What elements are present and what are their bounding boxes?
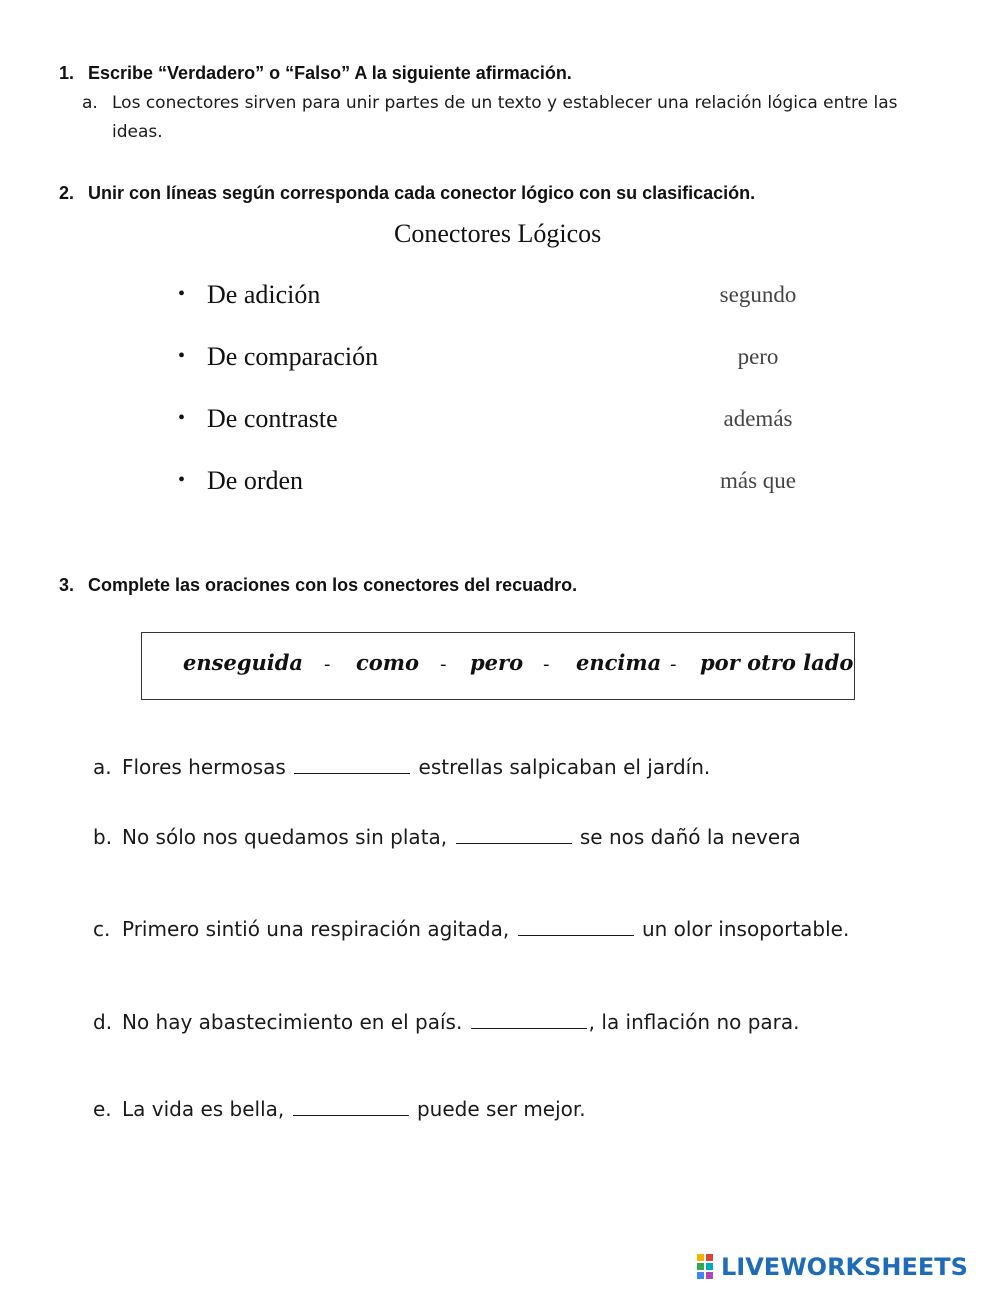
sentence-label: e. bbox=[93, 1097, 112, 1121]
sentence-after: se nos dañó la nevera bbox=[579, 825, 801, 849]
word-bank-word: por otro lado bbox=[700, 650, 854, 675]
answer-blank-c[interactable] bbox=[518, 917, 634, 936]
classification-label: De contraste bbox=[207, 404, 338, 433]
sentence-b bbox=[93, 825, 801, 849]
sentence-label: d. bbox=[93, 1010, 113, 1034]
classification-label: De comparación bbox=[207, 342, 379, 371]
classification-label: De orden bbox=[207, 466, 304, 495]
word-bank-word: encima bbox=[576, 650, 662, 675]
sentence-before: Flores hermosas bbox=[122, 755, 286, 779]
connector-option[interactable]: pero bbox=[737, 344, 779, 369]
q1-statement: Los conectores sirven para unir partes de un texto y establecer una relación lógica entre las ideas. bbox=[112, 93, 898, 142]
connectors-title: Conectores Lógicos bbox=[394, 219, 602, 248]
bullet-icon: • bbox=[178, 469, 186, 491]
liveworksheets-logo-icon bbox=[697, 1254, 721, 1280]
q3-number: 3. bbox=[59, 575, 75, 595]
answer-blank-a[interactable] bbox=[294, 755, 410, 774]
sentence-e bbox=[93, 1097, 586, 1121]
q3-heading-text: Complete las oraciones con los conectores del recuadro. bbox=[88, 575, 578, 595]
q1-item-label: a. bbox=[82, 93, 98, 113]
word-bank-separator: - bbox=[670, 654, 677, 675]
bullet-icon: • bbox=[178, 345, 186, 367]
sentence-before: No sólo nos quedamos sin plata, bbox=[122, 825, 448, 849]
q2-heading bbox=[59, 183, 755, 204]
word-bank-word: pero bbox=[470, 650, 524, 675]
sentence-before: No hay abastecimiento en el país. bbox=[122, 1010, 463, 1034]
bullet-icon: • bbox=[178, 283, 186, 305]
sentence-after: puede ser mejor. bbox=[416, 1097, 586, 1121]
sentence-c bbox=[93, 917, 849, 941]
sentence-after: un olor insoportable. bbox=[641, 917, 850, 941]
sentence-a bbox=[93, 755, 710, 779]
bullet-icon: • bbox=[178, 407, 186, 429]
answer-blank-b[interactable] bbox=[456, 825, 572, 844]
word-bank-separator: - bbox=[324, 654, 331, 675]
word-bank-word: enseguida bbox=[183, 650, 304, 675]
classification-item[interactable] bbox=[178, 342, 378, 372]
classification-item[interactable] bbox=[178, 466, 303, 496]
connector-option[interactable]: además bbox=[723, 406, 793, 431]
sentence-d bbox=[93, 1010, 800, 1034]
q1-number: 1. bbox=[59, 63, 75, 83]
connector-option[interactable]: segundo bbox=[719, 282, 797, 307]
classification-label: De adición bbox=[207, 280, 321, 309]
word-bank-separator: - bbox=[543, 654, 550, 675]
connector-option[interactable]: más que bbox=[719, 468, 796, 493]
sentence-label: a. bbox=[93, 755, 112, 779]
word-bank-separator: - bbox=[440, 654, 447, 675]
answer-blank-e[interactable] bbox=[293, 1097, 409, 1116]
sentence-label: c. bbox=[93, 917, 111, 941]
sentence-after: estrellas salpicaban el jardín. bbox=[418, 755, 711, 779]
sentence-label: b. bbox=[93, 825, 113, 849]
liveworksheets-logo bbox=[697, 1253, 968, 1283]
sentence-before: Primero sintió una respiración agitada, bbox=[122, 917, 510, 941]
classification-item[interactable] bbox=[178, 280, 320, 310]
q2-number: 2. bbox=[59, 183, 75, 203]
q1-heading-text: Escribe “Verdadero” o “Falso” A la siguiente afirmación. bbox=[88, 63, 572, 83]
classification-item[interactable] bbox=[178, 404, 338, 434]
liveworksheets-logo-text: LIVEWORKSHEETS bbox=[721, 1253, 968, 1281]
q1-item bbox=[82, 89, 912, 147]
q3-heading bbox=[59, 575, 577, 596]
sentence-before: La vida es bella, bbox=[122, 1097, 285, 1121]
word-bank-word: como bbox=[356, 650, 420, 675]
sentence-after: , la inflación no para. bbox=[588, 1010, 800, 1034]
answer-blank-d[interactable] bbox=[471, 1010, 587, 1029]
q2-heading-text: Unir con líneas según corresponda cada conector lógico con su clasificación. bbox=[88, 183, 756, 203]
q1-heading bbox=[59, 63, 572, 84]
